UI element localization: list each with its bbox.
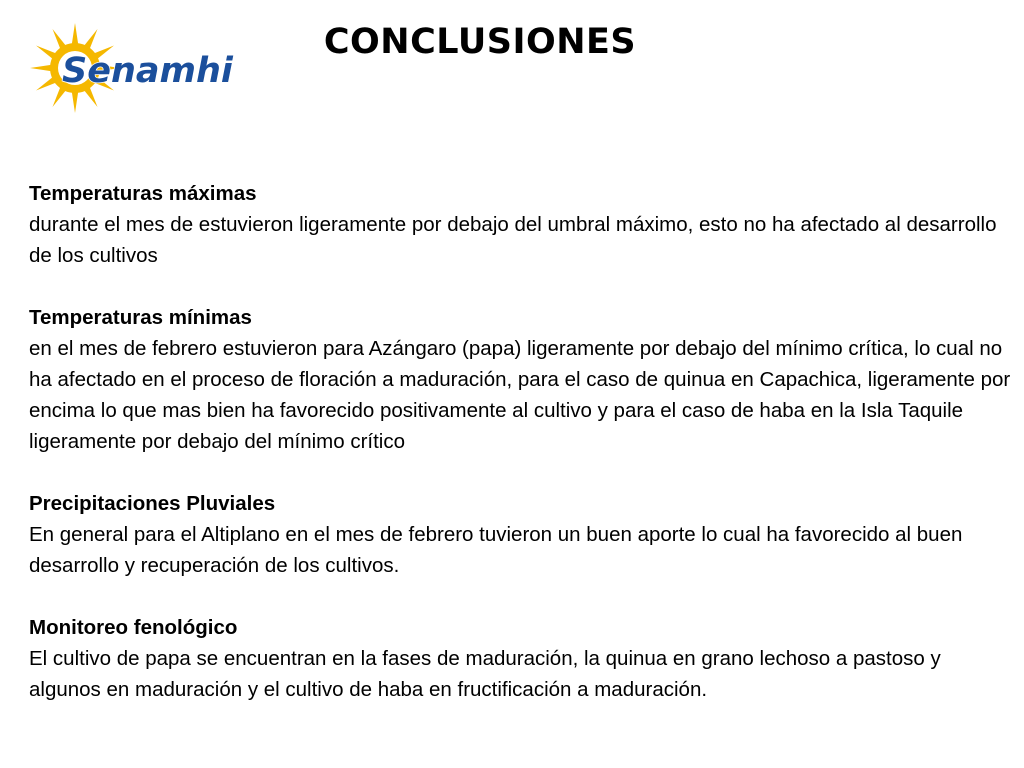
section-heading: Monitoreo fenológico bbox=[29, 616, 238, 639]
section-heading: Temperaturas mínimas bbox=[29, 306, 252, 329]
section-temperaturas-minimas bbox=[29, 302, 1017, 457]
section-precipitaciones-pluviales bbox=[29, 488, 1017, 581]
section-temperaturas-maximas bbox=[29, 178, 1017, 271]
logo-text: Senamhi bbox=[62, 51, 233, 91]
section-body: durante el mes de estuvieron ligeramente por debajo del umbral máximo, esto no ha afectado al desarrollo de los cultivos bbox=[29, 213, 997, 267]
section-body: El cultivo de papa se encuentran en la fases de maduración, la quinua en grano lechoso a pastoso y algunos en maduración y el cultivo de haba en fructificación a maduración. bbox=[29, 647, 941, 701]
page-title: CONCLUSIONES bbox=[323, 22, 637, 62]
conclusions-content bbox=[29, 178, 1017, 705]
sun-ray bbox=[72, 23, 79, 46]
sun-ray bbox=[30, 65, 53, 72]
section-heading: Precipitaciones Pluviales bbox=[29, 492, 276, 515]
section-body: En general para el Altiplano en el mes de febrero tuvieron un buen aporte lo cual ha favorecido al buen desarrollo y recuperación de los cultivos. bbox=[29, 523, 963, 577]
sun-ray bbox=[72, 90, 79, 113]
section-monitoreo-fenologico bbox=[29, 612, 1017, 705]
section-body: en el mes de febrero estuvieron para Azángaro (papa) ligeramente por debajo del mínimo crítica, lo cual no ha afectado en el proceso de floración a maduración, para el caso de quinua en Capachica, ligeramente por encima lo que mas bien ha favorecido positivamente al cultivo y para el caso de haba en la Isla Taquile ligeramente por debajo del mínimo crítico bbox=[29, 337, 1011, 453]
section-heading: Temperaturas máximas bbox=[29, 182, 257, 205]
senamhi-logo bbox=[30, 20, 245, 120]
